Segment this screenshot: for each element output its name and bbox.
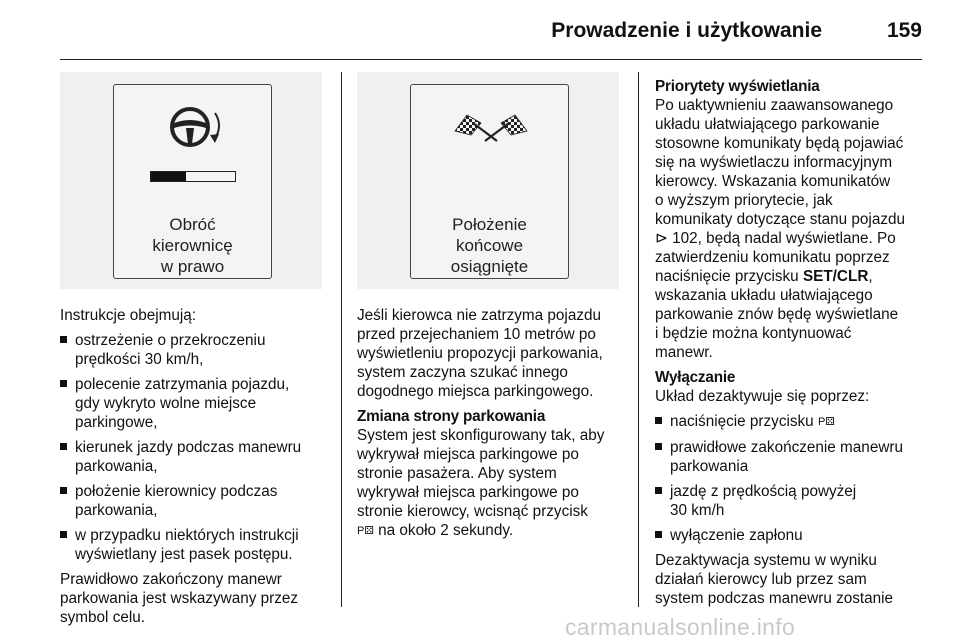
screen-line: Obróć [169, 215, 216, 234]
paragraph: Instrukcje obejmują: [60, 307, 197, 324]
screen-line: osiągnięte [450, 257, 529, 276]
screen-line: w prawo [160, 257, 225, 276]
section-heading: Wyłączanie [655, 369, 736, 386]
screen-line: końcowe [455, 236, 524, 255]
progress-bar-fill [151, 172, 186, 181]
list-item: ostrzeżenie o przekroczeniu prędkości 30 km/h, [60, 331, 335, 369]
watermark: carmanualsonline.info [565, 614, 796, 640]
progress-bar [150, 171, 236, 182]
section-heading: Zmiana strony parkowania [357, 408, 546, 425]
screen-line: kierownicę [152, 236, 233, 255]
display-screen [113, 84, 272, 279]
list-item: naciśnięcie przycisku P⚄ [655, 412, 930, 432]
list-item: jazdę z prędkością powyżej 30 km/h [655, 482, 930, 520]
deactivation-list [655, 412, 930, 545]
figure-end-position [357, 72, 619, 289]
display-screen [410, 84, 569, 279]
paragraph: System jest skonfigurowany tak, aby wykrywał miejsca parkingowe po stronie pasażera. Aby system wykrywał miejsca parkingowe po stronie kierowcy, wcisnąć przycisk P⚄ na około 2 sekundy. [357, 427, 605, 539]
park-assist-button-icon: P⚄ [817, 416, 835, 428]
list-item: prawidłowe zakończenie manewru parkowania [655, 438, 930, 476]
paragraph: Dezaktywacja systemu w wyniku działań kierowcy lub przez sam system podczas manewru zostanie [655, 552, 894, 607]
list-item: kierunek jazdy podczas manewru parkowania, [60, 438, 335, 476]
screen-message [411, 214, 568, 277]
list-item: w przypadku niektórych instrukcji wyświetlany jest pasek postępu. [60, 526, 335, 564]
header-rule [60, 59, 922, 60]
paragraph: Jeśli kierowca nie zatrzyma pojazdu przed przejechaniem 10 metrów po wyświetleniu propozycji parkowania, system zaczyna szukać innego dogodnego miejsca parkingowego. [357, 307, 603, 400]
figure-steering-instruction [60, 72, 322, 289]
steering-wheel-icon [148, 97, 238, 157]
instruction-list [60, 331, 335, 564]
section-heading: Priorytety wyświetlania [655, 78, 820, 95]
park-assist-button-icon: P⚄ [357, 525, 374, 537]
screen-line: Położenie [452, 215, 527, 234]
column-divider-2 [638, 72, 639, 607]
column-2 [357, 306, 632, 547]
screen-message [114, 214, 271, 277]
column-3 [655, 77, 930, 614]
set-clr-label: SET/CLR [802, 268, 869, 285]
page-header-title: Prowadzenie i użytkowanie [551, 19, 822, 42]
column-1 [60, 306, 335, 633]
column-divider-1 [341, 72, 342, 607]
paragraph: Po uaktywnieniu zaawansowanego układu ułatwiającego parkowanie stosowne komunikaty będą pojawiać się na wyświetlaczu informacyjnym kierowcy. Wskazania komunikatów o wyższym priorytecie, jak komunikaty dotyczące stanu pojazdu ⊳ 102, będą nadal wyświetlane. Po zatwierdzeniu komunikatu poprzez naciśnięcie przycisku SET/CLR, wskazania układu ułatwiającego parkowanie znów będę wyświetlane i będzie można kontynuować manewr. [655, 97, 905, 361]
checkered-flags-icon [451, 107, 531, 147]
list-item: wyłączenie zapłonu [655, 526, 930, 545]
page-reference-icon: ⊳ [655, 230, 668, 247]
paragraph: Prawidłowo zakończony manewr parkowania jest wskazywany przez symbol celu. [60, 571, 299, 626]
list-item: polecenie zatrzymania pojazdu, gdy wykryto wolne miejsce parkingowe, [60, 375, 335, 432]
list-item: położenie kierownicy podczas parkowania, [60, 482, 335, 520]
paragraph: Układ dezaktywuje się poprzez: [655, 388, 870, 405]
page-number: 159 [886, 19, 922, 42]
